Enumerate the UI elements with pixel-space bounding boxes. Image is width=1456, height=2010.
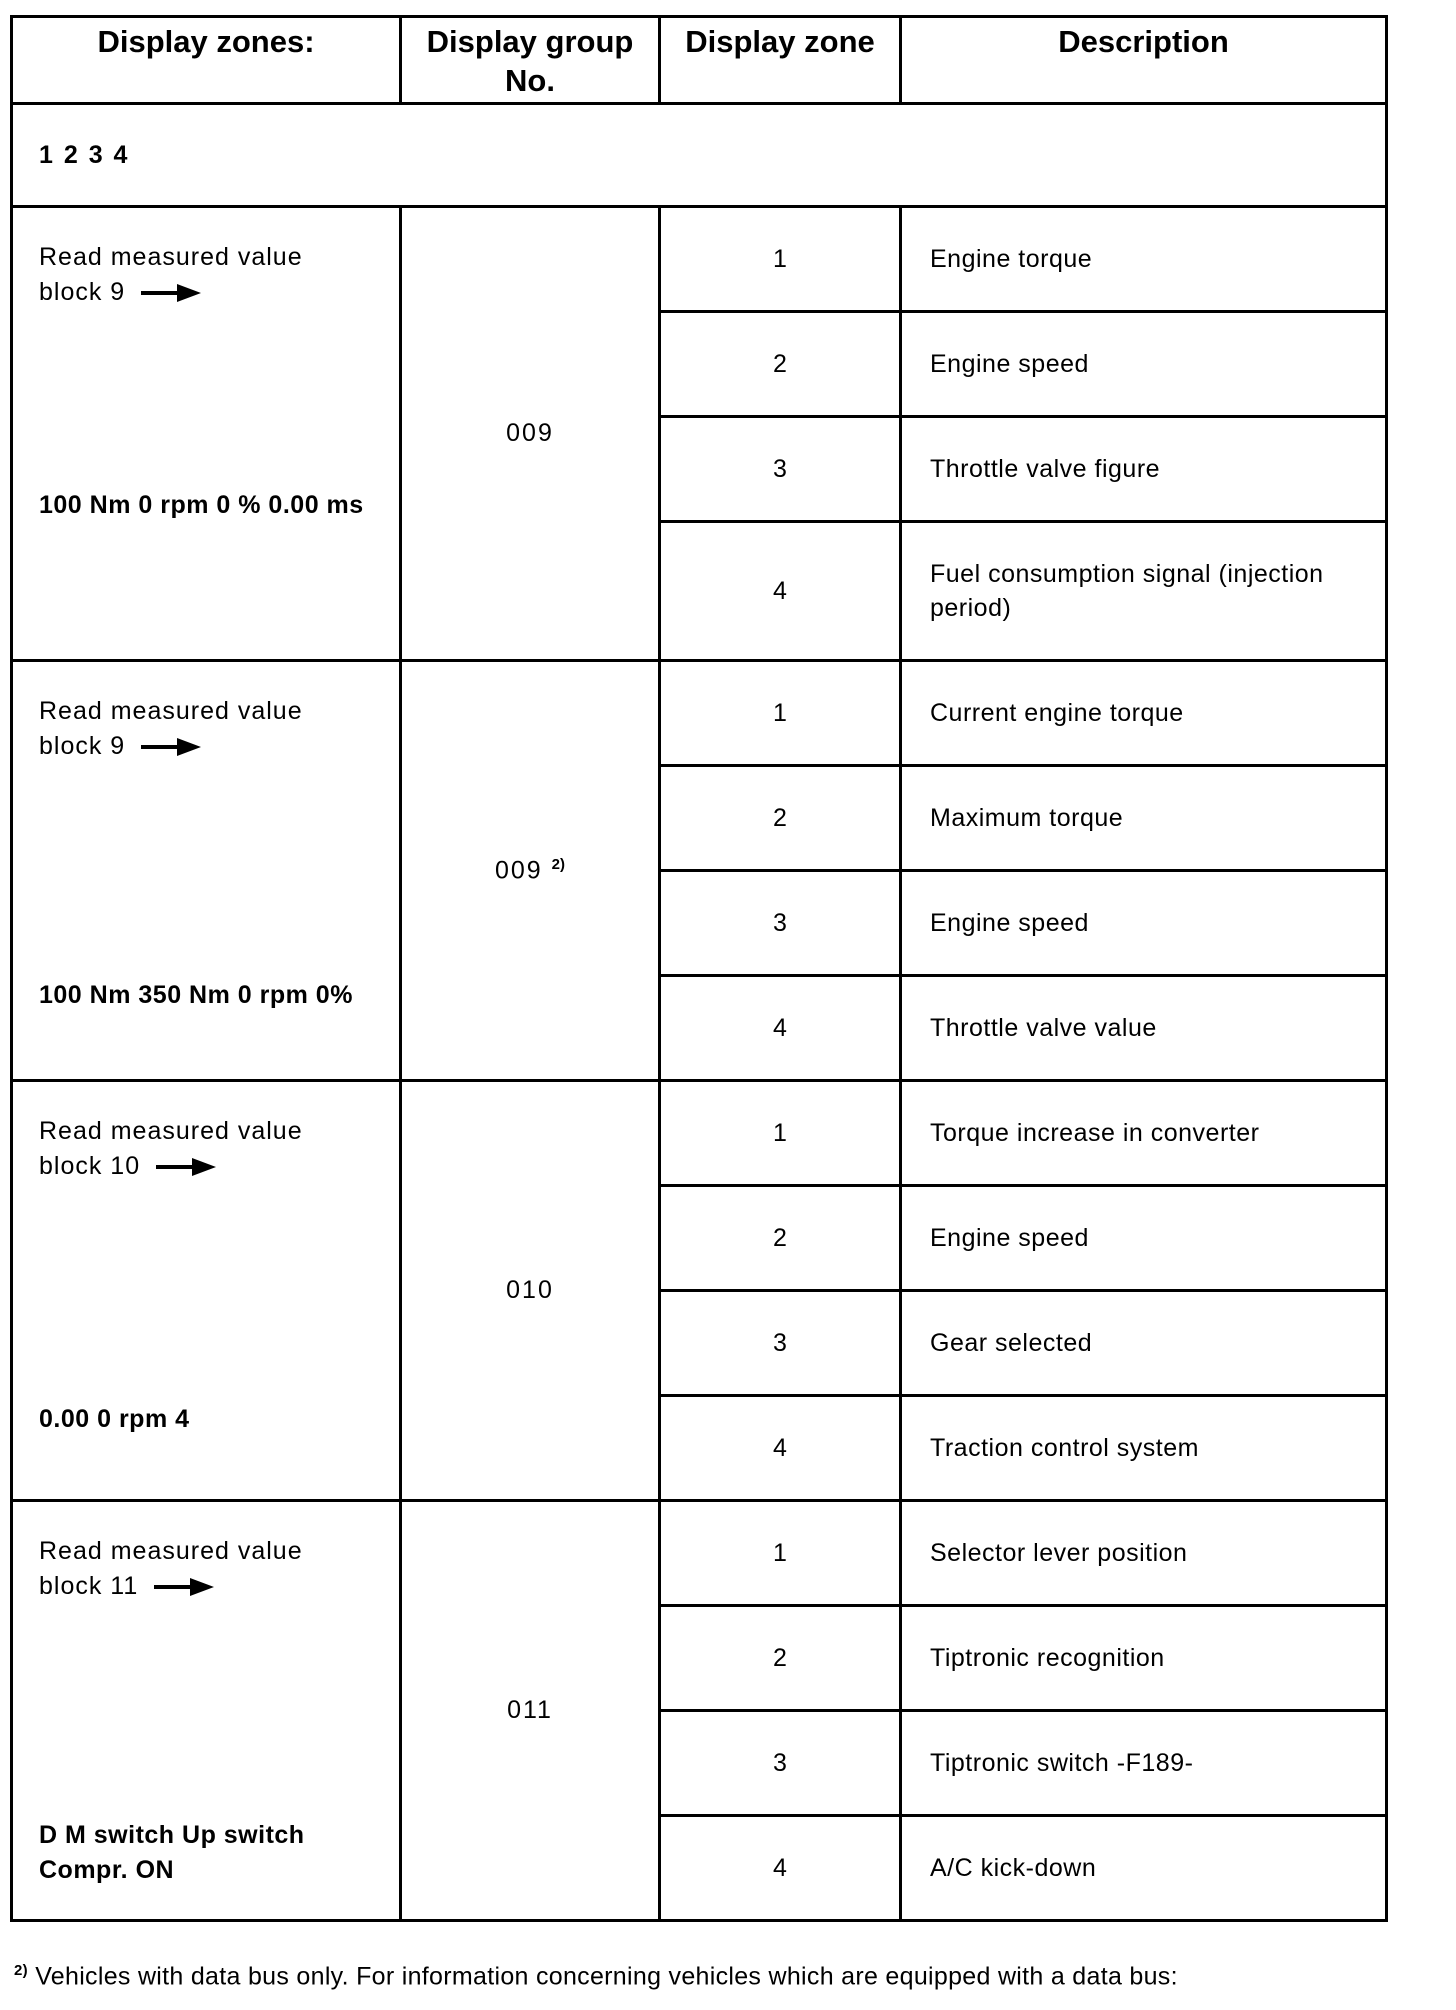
footnote-marker: 2) [14,1962,28,1979]
table-row [12,207,1387,312]
block-label: block 11 [39,1572,139,1600]
display-values: 100 Nm 350 Nm 0 rpm 0% [39,981,353,1009]
display-zone-number: 3 [660,417,901,522]
display-group-cell [401,207,660,661]
display-zone-number: 1 [660,661,901,766]
display-group-number: 011 [507,1696,553,1724]
display-zone-number: 1 [660,207,901,312]
display-zone-number: 2 [660,312,901,417]
footnote-text: Vehicles with data bus only. For information concerning vehicles which are equipped with a data bus: [35,1962,1178,1991]
display-zone-number: 1 [660,1081,901,1186]
header-display-group-no: Display group No. [401,17,660,104]
display-zone-number: 4 [660,522,901,661]
zones-row [12,104,1387,207]
zone-description: Throttle valve value [901,976,1387,1081]
table-row [12,1501,1387,1606]
block-label: block 9 [39,732,126,760]
footnote [14,1962,1178,1991]
arrow-right-icon [154,1578,214,1596]
zone-description: Engine speed [901,871,1387,976]
display-group-number: 009 [506,419,554,447]
display-group-number: 009 [494,856,543,885]
zone-description: Maximum torque [901,766,1387,871]
display-group-number: 010 [506,1276,554,1304]
display-zone-number: 3 [660,1711,901,1816]
zones-row-label: 1 2 3 4 [12,104,1387,207]
zone-description: Gear selected [901,1291,1387,1396]
header-display-zone: Display zone [660,17,901,104]
display-zone-number: 4 [660,1816,901,1921]
arrow-right-icon [141,284,201,302]
read-measured-value-label: Read measured value [39,697,303,725]
measured-value-table [10,15,1388,1922]
display-group-cell [401,661,660,1081]
display-group-cell [401,1081,660,1501]
read-measured-value-label: Read measured value [39,1117,303,1145]
display-group-cell [401,1501,660,1921]
display-zone-number: 2 [660,1186,901,1291]
zone-description: Selector lever position [901,1501,1387,1606]
display-zone-number: 4 [660,1396,901,1501]
display-values: D M switch Up switch Compr. ON [39,1821,305,1884]
table-row [12,1081,1387,1186]
footnote-reference: 2) [551,855,565,873]
display-zone-number: 2 [660,766,901,871]
arrow-right-icon [156,1158,216,1176]
zone-description: Torque increase in converter [901,1081,1387,1186]
zone-description: A/C kick-down [901,1816,1387,1921]
zone-description: Tiptronic switch -F189- [901,1711,1387,1816]
display-zones-cell [12,1081,401,1501]
arrow-right-icon [141,738,201,756]
zone-description: Engine torque [901,207,1387,312]
table-row [12,661,1387,766]
display-zone-number: 3 [660,1291,901,1396]
zone-description: Current engine torque [901,661,1387,766]
display-zone-number: 1 [660,1501,901,1606]
block-label: block 9 [39,278,126,306]
display-values: 0.00 0 rpm 4 [39,1405,190,1433]
zone-description: Traction control system [901,1396,1387,1501]
display-zone-number: 3 [660,871,901,976]
header-display-zones: Display zones: [12,17,401,104]
zone-description: Engine speed [901,1186,1387,1291]
zone-description: Tiptronic recognition [901,1606,1387,1711]
display-values: 100 Nm 0 rpm 0 % 0.00 ms [39,491,364,519]
display-zones-cell [12,661,401,1081]
display-zone-number: 4 [660,976,901,1081]
header-row [12,17,1387,104]
block-label: block 10 [39,1152,141,1180]
read-measured-value-label: Read measured value [39,243,303,271]
display-zones-cell [12,207,401,661]
zone-description: Fuel consumption signal (injection period) [901,522,1387,661]
display-zone-number: 2 [660,1606,901,1711]
header-description: Description [901,17,1387,104]
display-zones-cell [12,1501,401,1921]
zone-description: Throttle valve figure [901,417,1387,522]
zone-description: Engine speed [901,312,1387,417]
read-measured-value-label: Read measured value [39,1537,303,1565]
